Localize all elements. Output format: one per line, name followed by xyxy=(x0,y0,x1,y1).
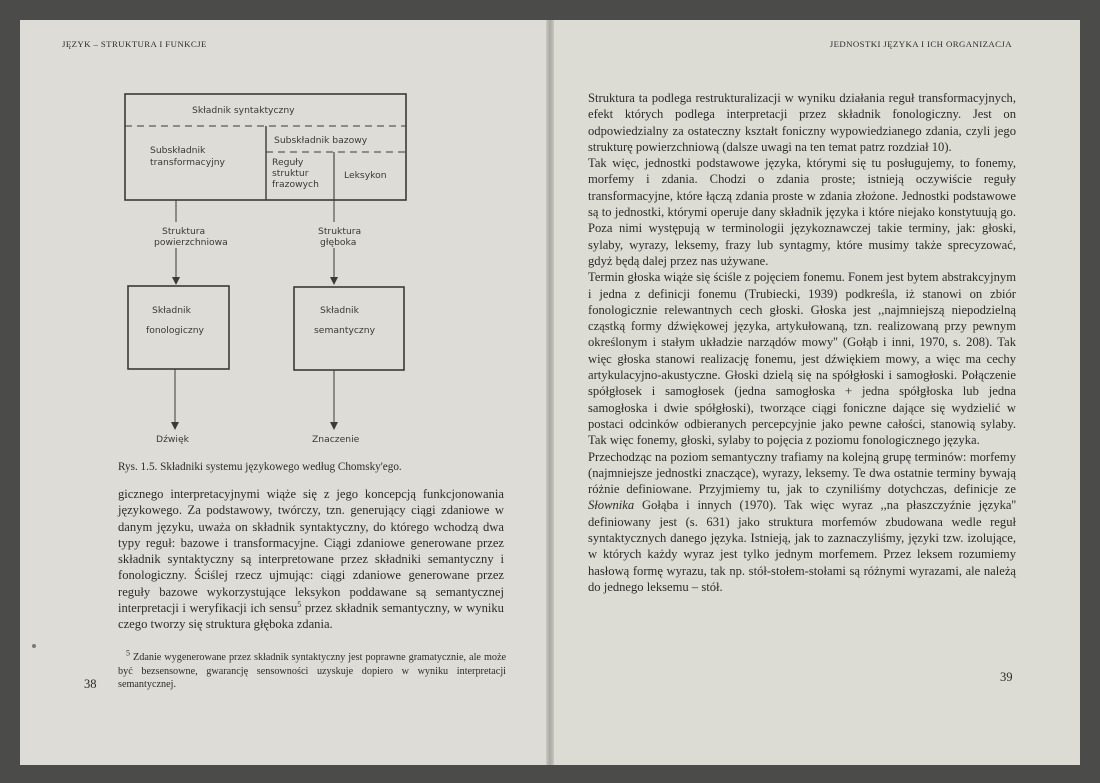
diagram-surface-label: Struktura powierzchniowa xyxy=(154,226,228,248)
footnote-ref: 5 xyxy=(297,599,302,609)
paragraph-2: Tak więc, jednostki podstawowe języka, którymi się tu posługujemy, to fonemy, morfemy i zdania. Chodzi o zdania proste; istnieją oczywiście reguły transformacyjne, które łączą zdania proste w zdania złożone. Jednostki podstawowe są to jednostki, którymi operuje dany składnik języka i które niejako konstytuują go. Poza nimi występują w terminologii językoznawczej takie terminy, jak: głoski, sylaby, wyrazy, leksemy, frazy lub syntagmy, które musimy także sprecyzować, gdyż będą dalej przez nas używane. xyxy=(588,156,1016,268)
book-gutter xyxy=(546,20,554,765)
paper-speck xyxy=(32,644,36,648)
diagram-base-label: Subskładnik bazowy xyxy=(274,135,368,146)
running-head-right: JEDNOSTKI JĘZYKA I ICH ORGANIZACJA xyxy=(829,39,1012,49)
diagram-sound-label: Dźwięk xyxy=(156,434,189,445)
paragraph-4-italic: Słownika xyxy=(588,498,635,513)
paragraph-3: Termin głoska wiąże się ściśle z pojęciem fonemu. Fonem jest bytem abstrakcyjnym i jedna z definicji fonemu (Trubiecki, 1939) podkreśla, iż stanowi on zbiór fonologicznie relewantnych cech głoski. Głoska jest ,,najmniejszą niepodzielną cząstką formy dźwiękowej języka, artykułowaną, tzn. realizowaną przy pewnym określonym i stałym układzie narządów mowy'' (Gołąb i inni, 1970, s. 208). Tak więc głoska stanowi realizację fonemu, jest dźwiękiem mowy, a więc ma cechy artykulacyjno-akustyczne. Głoski dzielą się na spółgłoski i samogłoski. Połączenie spółgłosek i samogłosek (jedna samogłoska + jedna spółgłoska lub jedna samogłoska i dwie spółgłoski), tworzące ciągi foniczne dające się wydzielić w postaci odcinków odbieranych percepcyjnie jako pewne całości, stanowią sylaby. Tak więc fonemy, głoski, sylaby to pojęcia z poziomu fonologicznego języka. xyxy=(588,270,1016,448)
left-body-end: przez składnik semantyczny, w wyniku czego tworzy się struktura głęboka zdania. xyxy=(118,601,504,632)
diagram-semantic-box-label: Składnik semantyczny xyxy=(314,305,376,336)
diagram-transformational-label: Subskładnik transformacyjny xyxy=(150,145,225,168)
footnote-mark: 5 xyxy=(126,648,130,658)
chomsky-diagram xyxy=(118,88,418,460)
left-body-text xyxy=(118,486,504,633)
right-body-text xyxy=(588,90,1016,595)
paragraph-4 xyxy=(588,449,1016,596)
paragraph-4-end: Gołąba i innych (1970). Tak więc wyraz ,,na płaszczyźnie języka'' definiowany jest (s. 631) jako struktura morfemów zbudowana wedle reguł syntaktycznych danego języka. Istnieją, jak to zaznaczyliśmy, języki tzw. izolujące, w których każdy wyraz jest tylko jednym morfemem. Przez leksem rozumiemy hasłową formę wyrazu, tak np. stół-stołem-stołami są różnymi wyrazami, ale należą do jednego leksemu – stół. xyxy=(588,498,1016,594)
figure-caption: Rys. 1.5. Składniki systemu językowego według Chomsky'ego. xyxy=(118,461,402,473)
diagram-rules-label: Reguły struktur frazowych xyxy=(272,157,319,190)
diagram-syntactic-label: Składnik syntaktyczny xyxy=(192,105,295,116)
page-number-left: 38 xyxy=(84,677,97,691)
diagram-lexicon-label: Leksykon xyxy=(344,170,387,181)
footnote-text: Zdanie wygenerowane przez składnik syntaktyczny jest poprawne gramatycznie, ale może być bezsensowne, gwarancję sensowności uzyskuje dopiero w wyniku interpretacji semantycznej. xyxy=(118,652,506,691)
left-body-main: gicznego interpretacyjnymi wiąże się z jego koncepcją funkcjonowania językowego. Za podstawowy, twórczy, tzn. generujący ciągi zdaniowe w danym języku, uważa on składnik syntaktyczny, do którego wchodzą dwa typy reguł: bazowe i transformacyjne. Ciągi zdaniowe generowane przez składnik syntaktyczny są interpretowane przez składniki semantyczny i fonologiczny. Ściślej rzecz ujmując: ciągi zdaniowe generowane przez reguły bazowe wykorzystujące leksykon poddawane są semantycznej interpretacji i weryfikacji ich sensu xyxy=(118,487,504,616)
footnote xyxy=(118,648,506,692)
page-number-right: 39 xyxy=(1000,670,1013,684)
diagram-meaning-label: Znaczenie xyxy=(312,434,360,445)
running-head-left: JĘZYK – STRUKTURA I FUNKCJE xyxy=(62,39,207,49)
paragraph-4-start: Przechodząc na poziom semantyczny trafiamy na kolejną grupę terminów: morfemy (najmniejsze jednostki znaczące), wyrazy, leksemy. Te dwa ostatnie terminy bywają różnie definiowane. Przyjmiemy tu, jak to czyniliśmy dotychczas, definicje ze xyxy=(588,449,1016,497)
diagram-deep-label: Struktura głęboka xyxy=(318,226,362,248)
paragraph-1: Struktura ta podlega restrukturalizacji w wyniku działania reguł transformacyjnych, efekt których podlega interpretacji przez składnik fonologiczny. Jest on odpowiedzialny za ostateczny kształt foniczny wypowiedzianego zdania, czyli jego strukturę powierzchniową (dalsze uwagi na ten temat patrz rozdział 10). xyxy=(588,91,1016,154)
diagram-phonological-box-label: Składnik fonologiczny xyxy=(146,305,204,336)
